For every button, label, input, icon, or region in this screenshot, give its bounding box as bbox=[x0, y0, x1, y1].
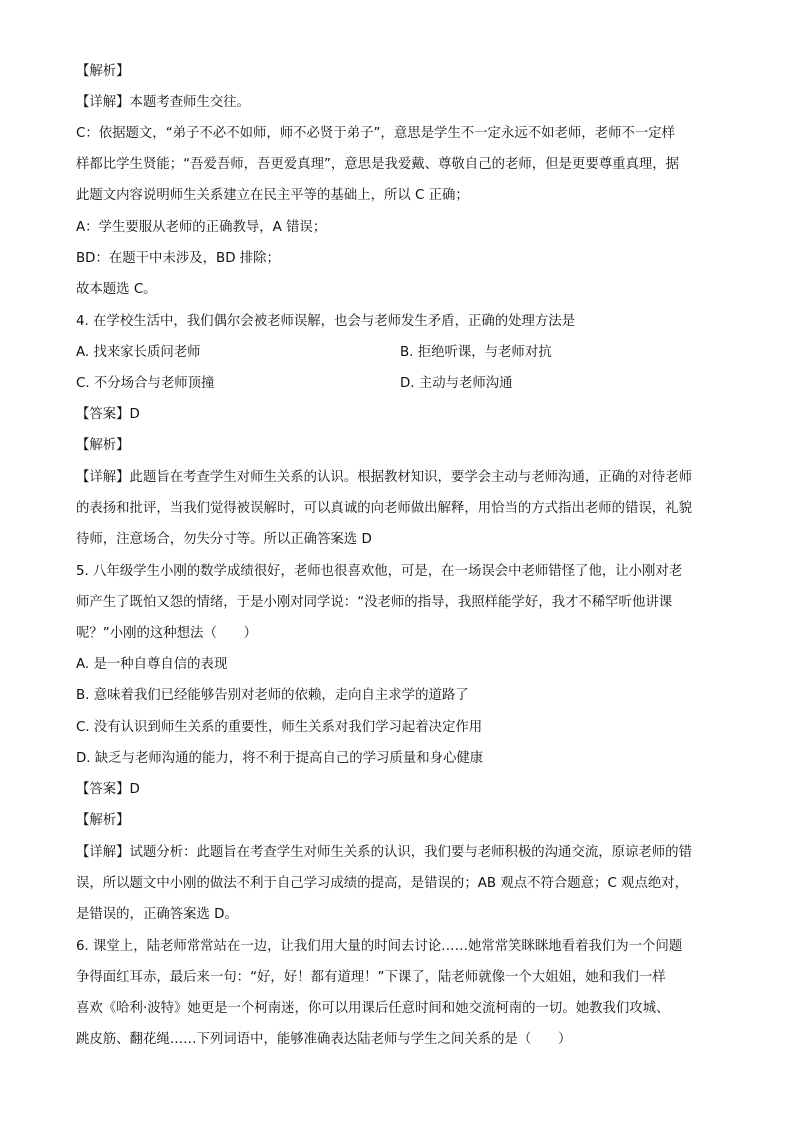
q3-c-line-1: C：依据题文，“弟子不必不如师，师不必贤于弟子”，意思是学生不一定永远不如老师，老师不一定样 bbox=[76, 126, 676, 141]
q3-analysis-tag: 【解析】 bbox=[76, 64, 130, 79]
q4-option-a: A. 找来家长质问老师 bbox=[76, 345, 201, 360]
q6-stem-line-1: 6. 课堂上，陆老师常常站在一边，让我们用大量的时间去讨论……她常常笑眯眯地看着我们为一个问题 bbox=[76, 939, 683, 954]
q3-detail-line: 【详解】本题考查师生交往。 bbox=[76, 95, 251, 110]
q4-detail-line-1: 【详解】此题旨在考查学生对师生关系的认识。根据教材知识，要学会主动与老师沟通，正确的对待老师 bbox=[76, 470, 692, 485]
q3-c-line-3: 此题文内容说明师生关系建立在民主平等的基础上，所以 C 正确； bbox=[76, 188, 469, 203]
q4-answer: 【答案】D bbox=[76, 407, 140, 422]
q6-stem-line-4: 跳皮筋、翻花绳……下列词语中，能够准确表达陆老师与学生之间关系的是（ ） bbox=[76, 1032, 572, 1047]
q5-option-a: A. 是一种自尊自信的表现 bbox=[76, 657, 228, 672]
q5-detail-line-3: 是错误的，正确答案选 D。 bbox=[76, 907, 238, 922]
q4-stem: 4. 在学校生活中，我们偶尔会被老师误解，也会与老师发生矛盾，正确的处理方法是 bbox=[76, 314, 576, 329]
q5-option-d: D. 缺乏与老师沟通的能力，将不利于提高自己的学习质量和身心健康 bbox=[76, 751, 484, 766]
q4-detail-line-3: 待师，注意场合，勿失分寸等。所以正确答案选 D bbox=[76, 532, 372, 547]
q4-option-d: D. 主动与老师沟通 bbox=[400, 376, 513, 391]
q6-stem-line-3: 喜欢《哈利·波特》她更是一个柯南迷，你可以用课后任意时间和她交流柯南的一切。她教我们攻城、 bbox=[76, 1001, 670, 1016]
q5-stem-line-1: 5. 八年级学生小刚的数学成绩很好，老师也很喜欢他，可是，在一场误会中老师错怪了他，让小刚对老 bbox=[76, 564, 683, 579]
q4-analysis-tag: 【解析】 bbox=[76, 438, 130, 453]
q5-analysis-tag: 【解析】 bbox=[76, 813, 130, 828]
q5-answer: 【答案】D bbox=[76, 782, 140, 797]
q5-stem-line-2: 师产生了既怕又怨的情绪，于是小刚对同学说：“没老师的指导，我照样能学好，我才不稀罕听他讲课 bbox=[76, 595, 673, 610]
q5-option-c: C. 没有认识到师生关系的重要性，师生关系对我们学习起着决定作用 bbox=[76, 720, 483, 735]
q5-stem-line-3: 呢？”小刚的这种想法（ ） bbox=[76, 626, 258, 641]
q6-stem-line-2: 争得面红耳赤，最后来一句：“好，好！都有道理！”下课了，陆老师就像一个大姐姐，她和我们一样 bbox=[76, 970, 666, 985]
q4-option-b: B. 拒绝听课，与老师对抗 bbox=[400, 345, 552, 360]
q5-detail-line-2: 误，所以题文中小刚的做法不利于自己学习成绩的提高，是错误的；AB 观点不符合题意；C 观点绝对， bbox=[76, 876, 689, 891]
q4-detail-line-2: 的表扬和批评，当我们觉得被误解时，可以真诚的向老师做出解释，用恰当的方式指出老师的错误，礼貌 bbox=[76, 501, 692, 516]
q5-detail-line-1: 【详解】试题分析：此题旨在考查学生对师生关系的认识，我们要与老师积极的沟通交流，原谅老师的错 bbox=[76, 845, 692, 860]
q3-bd-line: BD：在题干中未涉及，BD 排除； bbox=[76, 251, 280, 266]
q5-option-b: B. 意味着我们已经能够告别对老师的依赖，走向自主求学的道路了 bbox=[76, 688, 469, 703]
q3-a-line: A：学生要服从老师的正确教导，A 错误； bbox=[76, 220, 327, 235]
q3-conclusion: 故本题选 C。 bbox=[76, 282, 157, 297]
q4-option-c: C. 不分场合与老师顶撞 bbox=[76, 376, 215, 391]
q3-c-line-2: 样都比学生贤能；“吾爱吾师，吾更爱真理”，意思是我爱戴、尊敬自己的老师，但是更要尊重真理，据 bbox=[76, 157, 680, 172]
